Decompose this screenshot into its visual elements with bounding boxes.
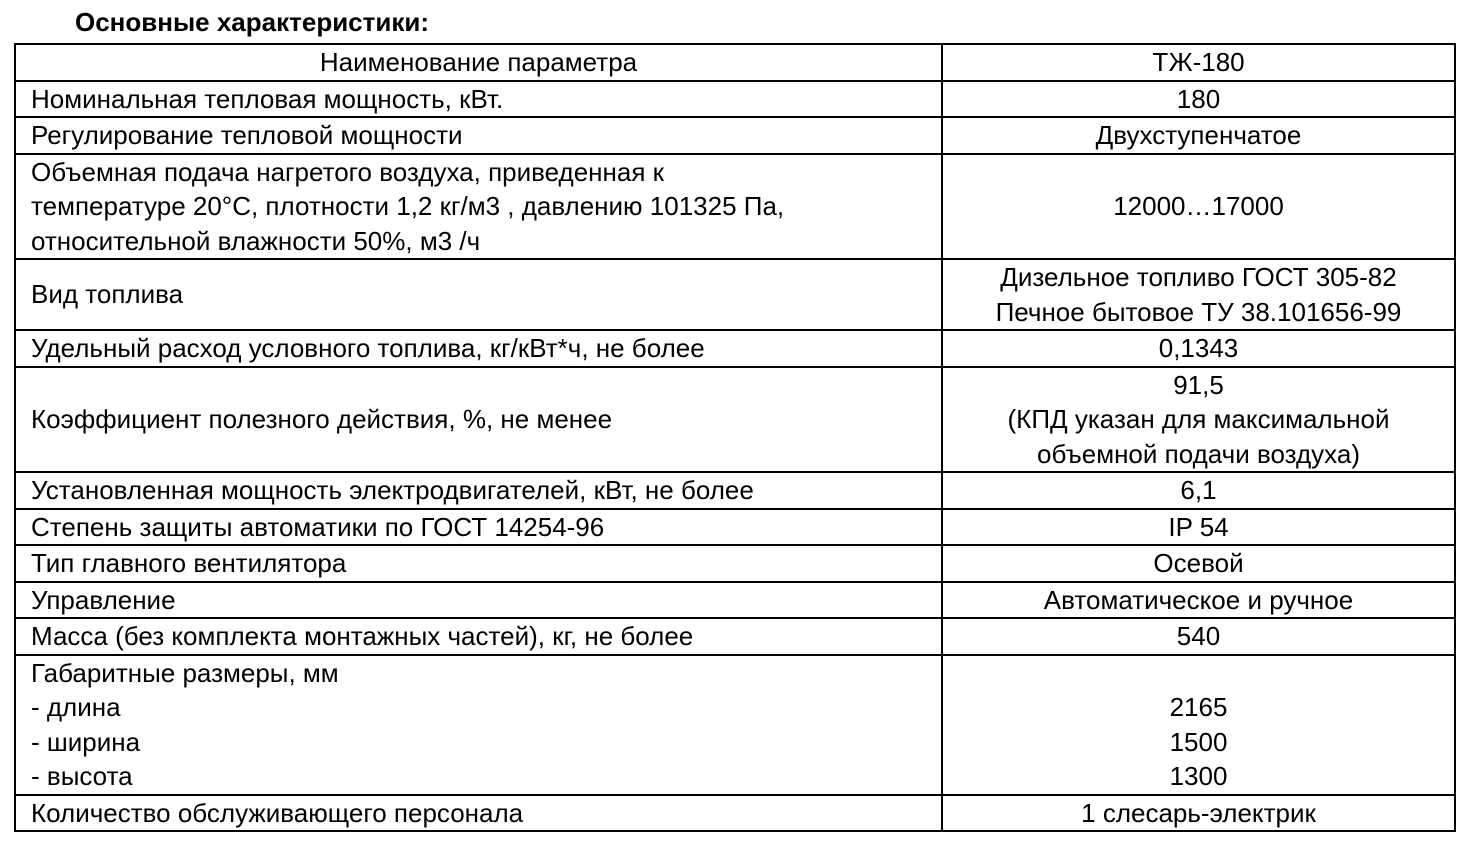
parameter-text: Коэффициент полезного действия, %, не менее [31,404,613,434]
parameter-text: - высота [31,761,133,791]
parameter-text: Габаритные размеры, мм [31,657,339,688]
table-row [15,367,1455,473]
parameter-text: - длина [31,692,121,722]
value-text [943,656,1454,691]
column-header-parameter: Наименование параметра [15,44,942,81]
table-row [15,618,1455,655]
table-row [15,509,1455,546]
value-text: 6,1 [1180,475,1217,505]
parameter-cell [15,81,942,118]
value-cell [942,117,1455,154]
parameter-cell [15,117,942,154]
parameter-text: Степень защиты автоматики по ГОСТ 14254-96 [31,511,605,542]
table-row [15,330,1455,367]
parameter-cell [15,509,942,546]
value-cell [942,795,1455,832]
parameter-cell [15,582,942,619]
parameter-text: Количество обслуживающего персонала [31,797,524,828]
value-cell [942,545,1455,582]
value-cell [942,655,1455,795]
table-row [15,117,1455,154]
parameter-text: Удельный расход условного топлива, кг/кВт*ч, не более [31,333,705,363]
specifications-table-body [15,44,1455,831]
value-text: Дизельное топливо ГОСТ 305-82 [1000,262,1397,292]
value-cell [942,582,1455,619]
parameter-cell [15,154,942,260]
value-text: (КПД указан для максимальной [1007,404,1390,434]
parameter-cell [15,259,942,330]
parameter-text: Объемная подача нагретого воздуха, приведенная к [31,156,665,187]
value-text: IP 54 [1168,511,1229,542]
value-text: Осевой [1153,548,1244,578]
specifications-table [14,43,1456,832]
column-header-model: ТЖ-180 [942,44,1455,81]
value-text: 180 [1176,83,1221,114]
value-cell [942,509,1455,546]
parameter-cell [15,472,942,509]
value-text: 2165 [1169,692,1228,722]
table-row [15,582,1455,619]
table-header-row [15,44,1455,81]
value-text: Печное бытовое ТУ 38.101656-99 [995,296,1402,327]
parameter-text: Управление [31,584,176,615]
value-cell [942,618,1455,655]
page-title: Основные характеристики: [75,7,430,37]
parameter-text: температуре 20°С, плотности 1,2 кг/м3 , давлению 101325 Па, [31,191,785,221]
value-cell [942,367,1455,473]
parameter-text: Регулирование тепловой мощности [31,120,463,150]
parameter-text: - ширина [31,726,141,757]
value-cell [942,154,1455,260]
value-text: 0,1343 [1158,333,1239,363]
parameter-cell [15,330,942,367]
parameter-cell [15,367,942,473]
parameter-cell [15,545,942,582]
value-text: 540 [1176,621,1221,651]
value-text: 91,5 [1173,369,1224,400]
table-row [15,154,1455,260]
parameter-text: Установленная мощность электродвигателей, кВт, не более [31,475,754,505]
table-row [15,81,1455,118]
table-row [15,545,1455,582]
parameter-cell [15,655,942,795]
parameter-text: Масса (без комплекта монтажных частей), кг, не более [31,621,694,651]
parameter-text: Тип главного вентилятора [31,548,347,578]
value-text: 1300 [1169,761,1228,791]
parameter-cell [15,618,942,655]
value-cell [942,472,1455,509]
value-text: 12000…17000 [1113,191,1284,221]
table-row [15,472,1455,509]
value-cell [942,81,1455,118]
parameter-text: относительной влажности 50%, м3 /ч [31,225,481,256]
parameter-text: Вид топлива [31,279,184,310]
parameter-cell [15,795,942,832]
table-row [15,259,1455,330]
value-text: объемной подачи воздуха) [1037,438,1360,469]
value-cell [942,330,1455,367]
value-text: Двухступенчатое [1095,120,1302,150]
value-text: 1 слесарь-электрик [1081,797,1316,828]
value-text: 1500 [1169,726,1228,757]
parameter-text: Номинальная тепловая мощность, кВт. [31,83,504,114]
table-row [15,655,1455,795]
table-row [15,795,1455,832]
value-cell [942,259,1455,330]
value-text: Автоматическое и ручное [1043,584,1354,615]
